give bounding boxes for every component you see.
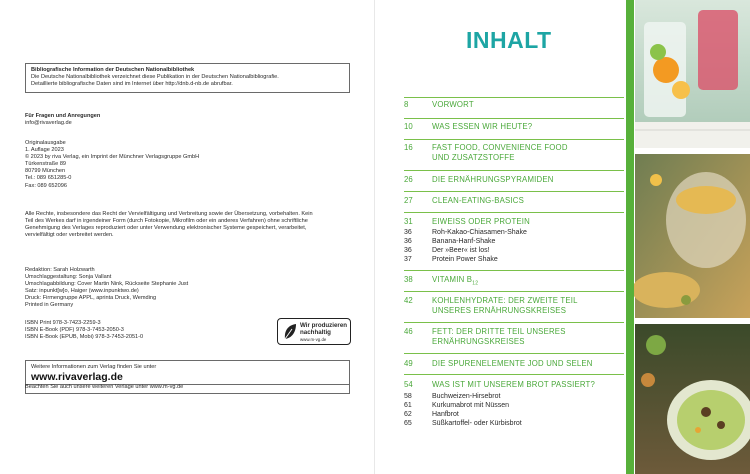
toc-subentry-title: Banana-Hanf-Shake — [432, 238, 496, 245]
toc-subentry-title: Buchweizen-Hirsebrot — [432, 393, 501, 400]
bibliographic-info-box — [25, 63, 350, 93]
toc-page-number: 26 — [404, 175, 413, 184]
toc-divider — [404, 118, 624, 119]
toc-divider — [404, 374, 624, 375]
toc-divider — [404, 97, 624, 98]
toc-entry-title-line2: UNSERES ERNÄHRUNGSKREISES — [432, 306, 567, 315]
isbn-line: ISBN Print 978-3-7423-2259-3 — [25, 320, 101, 326]
vitamin-subscript: 12 — [472, 280, 479, 287]
toc-page-number: 62 — [404, 411, 412, 418]
credit-line: Druck: Firmengruppe APPL, aprinta Druck, Wemding — [25, 295, 157, 302]
rights-line: Genehmigung des Verlages reproduziert oder unter Verwendung elektronischer Systeme gespeichert, verarbeitet, — [25, 225, 307, 232]
credit-line: Printed in Germany — [25, 302, 74, 309]
badge-url: www.m-vg.de — [300, 337, 327, 342]
toc-page-number: 38 — [404, 275, 413, 284]
toc-subentry-title: Der »Beer« ist los! — [432, 247, 490, 254]
toc-divider — [404, 291, 624, 292]
toc-page-number: 49 — [404, 359, 413, 368]
edition-line: Originalausgabe — [25, 140, 66, 146]
edition-line: 1. Auflage 2023 — [25, 147, 64, 154]
toc-entry-title: VORWORT — [432, 100, 474, 109]
food-photos — [626, 0, 750, 474]
toc-page-number: 36 — [404, 247, 412, 254]
toc-page-number: 65 — [404, 420, 412, 427]
biblio-line: Detaillierte bibliografische Daten sind im Internet über http://dnb.d-nb.de abrufbar. — [31, 81, 233, 87]
toc-entry-title: WAS ESSEN WIR HEUTE? — [432, 122, 533, 131]
toc-entry-title: DIE SPURENELEMENTE JOD UND SELEN — [432, 359, 593, 368]
edition-line: © 2023 by riva Verlag, ein Imprint der Münchner Verlagsgruppe GmbH — [25, 154, 200, 161]
toc-page-number: 61 — [404, 402, 412, 409]
toc-entry-title-line2: ERNÄHRUNGSKREISES — [432, 337, 525, 346]
sustainability-badge — [277, 318, 351, 345]
toc-subentry-title: Süßkartoffel- oder Kürbisbrot — [432, 420, 522, 427]
toc-page-number: 36 — [404, 229, 412, 236]
toc-page-number: 58 — [404, 393, 412, 400]
isbn-line: ISBN E-Book (PDF) 978-3-7453-2050-3 — [25, 327, 124, 334]
info-text: Weitere Informationen zum Verlag finden Sie unter — [31, 364, 157, 370]
rights-line: Alle Rechte, insbesondere das Recht der Vervielfältigung und Verbreitung sowie der Übersetzung, vorbehalten. Kein — [25, 211, 313, 217]
vitamin-label: VITAMIN B — [432, 275, 473, 284]
toc-entry-title-line2: UND ZUSATZSTOFFE — [432, 153, 515, 162]
toc-divider — [404, 191, 624, 192]
toc-page-number: 31 — [404, 217, 413, 226]
credits-block — [25, 267, 188, 310]
green-edge-strip — [626, 0, 634, 474]
toc-page-number: 42 — [404, 296, 413, 305]
toc-page-number: 16 — [404, 143, 413, 152]
toc-subentry-title: Roh-Kakao-Chiasamen-Shake — [432, 229, 527, 236]
toc-divider — [404, 139, 624, 140]
toc-page-number: 37 — [404, 256, 412, 263]
edition-line: Fax: 089 652096 — [25, 182, 67, 189]
toc-divider — [404, 170, 624, 171]
toc-entry-title: EIWEISS ODER PROTEIN — [432, 217, 531, 226]
rights-line: Teil des Werkes darf in irgendeiner Form (durch Fotokopie, Mikrofilm oder ein anderes Verfahren) ohne schriftliche — [25, 218, 308, 225]
edition-line: Tel.: 089 651285-0 — [25, 175, 72, 182]
info-more-text: Beachten Sie auch unsere weiteren Verlage unter www.m-vg.de — [25, 384, 184, 390]
credit-line: Redaktion: Sarah Holzwarth — [25, 267, 95, 273]
edition-line: 80799 München — [25, 168, 66, 175]
toc-entry-title: FAST FOOD, CONVENIENCE FOOD — [432, 143, 568, 152]
toc-page-number: 36 — [404, 238, 412, 245]
badge-line: Wir produzieren — [300, 322, 348, 329]
biblio-line: Die Deutsche Nationalbibliothek verzeichnet diese Publikation in der Deutschen Nationalbibliografie. — [31, 74, 279, 80]
toc-page-number: 10 — [404, 122, 413, 131]
edition-block — [25, 140, 199, 190]
toc-page-number: 46 — [404, 327, 413, 336]
photo-strip — [626, 0, 750, 474]
toc-divider — [404, 353, 624, 354]
toc-subentry-title: Kurkumabrot mit Nüssen — [432, 402, 510, 409]
questions-title: Für Fragen und Anregungen — [25, 113, 101, 119]
rights-block — [25, 211, 313, 239]
toc-page-number: 8 — [404, 100, 409, 109]
toc-entry-title: WAS IST MIT UNSEREM BROT PASSIERT? — [432, 380, 596, 389]
isbn-line: ISBN E-Book (EPUB, Mobi) 978-3-7453-2051-0 — [25, 334, 144, 341]
badge-line: nachhaltig — [300, 329, 331, 336]
toc-entry-title: KOHLENHYDRATE: DER ZWEITE TEIL — [432, 296, 578, 305]
toc-page-number: 27 — [404, 196, 413, 205]
isbn-block — [25, 320, 143, 341]
toc-entry-title: FETT: DER DRITTE TEIL UNSERES — [432, 327, 566, 336]
questions-block — [25, 113, 100, 127]
toc-title: INHALT — [466, 27, 552, 53]
publisher-url[interactable]: www.rivaverlag.de — [31, 371, 123, 383]
credit-line: Umschlagabbildung: Cover Martin Nink, Rückseite Stephanie Just — [25, 281, 189, 288]
leaf-icon — [283, 323, 297, 341]
contact-email[interactable]: info@rivaverlag.de — [25, 120, 72, 127]
credit-line: Umschlaggestaltung: Sonja Vallant — [25, 274, 112, 281]
toc-page-number: 54 — [404, 380, 413, 389]
toc-divider — [404, 270, 624, 271]
edition-line: Türkenstraße 89 — [25, 161, 67, 168]
toc-subentry-title: Protein Power Shake — [432, 256, 498, 263]
toc-entry-title: DIE ERNÄHRUNGSPYRAMIDEN — [432, 175, 554, 184]
rights-line: vervielfältigt oder verbreitet werden. — [25, 232, 114, 239]
toc-entry-title — [432, 275, 478, 289]
credit-line: Satz: inpunkt[w]o, Haiger (www.inpunktwo.de) — [25, 288, 139, 295]
toc-divider — [404, 322, 624, 323]
toc-subentry-title: Hanfbrot — [432, 411, 459, 418]
biblio-title: Bibliografische Information der Deutschen Nationalbibliothek — [31, 67, 195, 73]
toc-entry-title: CLEAN-EATING-BASICS — [432, 196, 525, 205]
toc-divider — [404, 212, 624, 213]
